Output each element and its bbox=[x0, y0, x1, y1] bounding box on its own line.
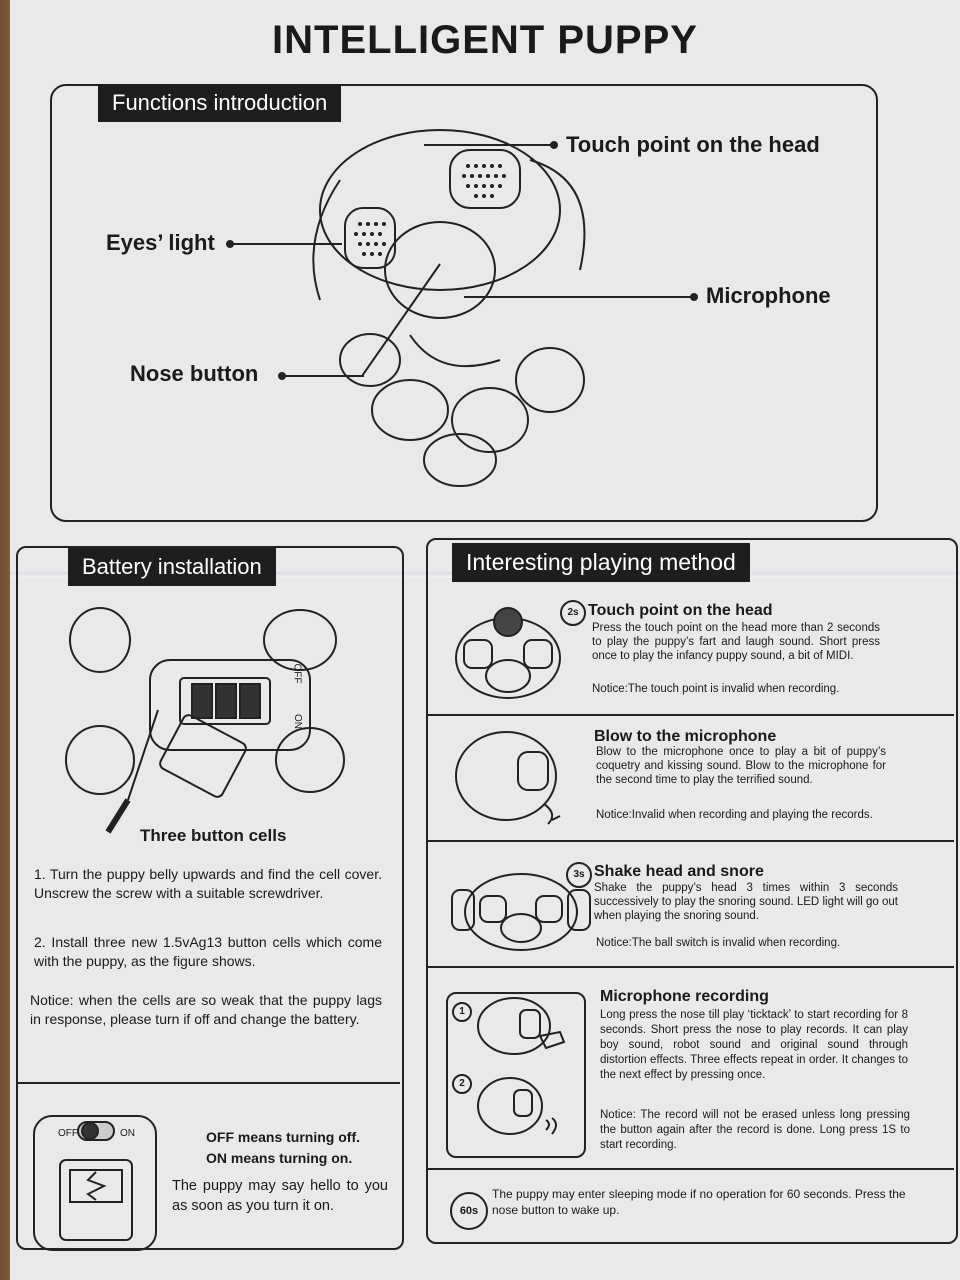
playing-divider-4 bbox=[428, 1168, 954, 1170]
touch-2s-timer-icon: 2s bbox=[560, 600, 586, 626]
recording-body: Long press the nose till play ‘ticktack’ to start recording for 8 seconds. Short press the nose to play records. It can play boy sound, robot sound and original sound through distortion effects. Three effects repeat in order. It changes to the next effect by pressing once. bbox=[600, 1009, 908, 1081]
recording-step-1-badge: 1 bbox=[452, 1002, 472, 1022]
battery-step-1: 1. Turn the puppy belly upwards and find the cell cover. Unscrew the screw with a suitable screwdriver. bbox=[34, 866, 382, 901]
shake-body: Shake the puppy’s head 3 times within 3 seconds successively to play the snoring sound. LED light will go out when playing the snoring sound. bbox=[594, 882, 898, 922]
battery-compartment-illustration bbox=[60, 600, 370, 840]
power-switch-off-mark: OFF bbox=[58, 1128, 78, 1139]
on-means-text: ON means turning on. bbox=[206, 1150, 353, 1166]
nose-button-leader-line bbox=[284, 375, 364, 377]
recording-title: Microphone recording bbox=[600, 988, 769, 1005]
touch-head-notice: Notice:The touch point is invalid when recording. bbox=[592, 683, 840, 695]
switch-on-mark: ON bbox=[292, 714, 303, 729]
battery-notice: Notice: when the cells are so weak that the puppy lags in response, please turn if off and change the battery. bbox=[30, 992, 382, 1027]
power-switch-on-mark: ON bbox=[120, 1128, 135, 1139]
nose-button-leader-diagonal bbox=[362, 262, 442, 378]
microphone-label: Microphone bbox=[706, 283, 831, 308]
touch-head-label: Touch point on the head bbox=[566, 132, 820, 157]
shake-title: Shake head and snore bbox=[594, 863, 764, 880]
touch-head-title: Touch point on the head bbox=[588, 602, 773, 619]
blow-body: Blow to the microphone once to play a bit of puppy’s coquetry and kissing sound. Blow to the microphone for the second time to play the terrified sound. bbox=[596, 746, 886, 786]
touch-head-leader-dot bbox=[550, 141, 558, 149]
recording-step-2-badge: 2 bbox=[452, 1074, 472, 1094]
blow-microphone-figure bbox=[448, 724, 568, 834]
battery-heading: Battery installation bbox=[68, 548, 276, 586]
power-switch-illustration bbox=[30, 1112, 160, 1252]
playing-heading: Interesting playing method bbox=[452, 543, 750, 582]
blow-title: Blow to the microphone bbox=[594, 728, 777, 745]
playing-divider-1 bbox=[428, 714, 954, 716]
eyes-light-leader-line bbox=[232, 243, 342, 245]
sleep-text: The puppy may enter sleeping mode if no operation for 60 seconds. Press the nose button to wake up. bbox=[492, 1187, 906, 1217]
touch-head-leader-line bbox=[424, 144, 554, 146]
playing-divider-3 bbox=[428, 966, 954, 968]
shake-notice: Notice:The ball switch is invalid when recording. bbox=[596, 937, 841, 949]
functions-heading: Functions introduction bbox=[98, 84, 341, 122]
microphone-leader-dot bbox=[690, 293, 698, 301]
off-means-text: OFF means turning off. bbox=[206, 1129, 360, 1145]
battery-step-2: 2. Install three new 1.5vAg13 button cells which come with the puppy, as the figure shows. bbox=[34, 934, 382, 969]
touch-head-body: Press the touch point on the head more than 2 seconds to play the puppy’s fart and laugh sound. Short press once to play the infancy puppy sound, a bit of MIDI. bbox=[592, 622, 880, 662]
playing-divider-2 bbox=[428, 840, 954, 842]
blow-notice: Notice:Invalid when recording and playing the records. bbox=[596, 809, 873, 821]
page-title: INTELLIGENT PUPPY bbox=[272, 18, 698, 62]
switch-off-mark: OFF bbox=[291, 663, 303, 684]
shake-3s-timer-icon: 3s bbox=[566, 862, 592, 888]
nose-button-label: Nose button bbox=[130, 361, 259, 386]
three-button-cells-label: Three button cells bbox=[140, 826, 287, 845]
puppy-illustration bbox=[300, 120, 640, 500]
microphone-leader-line bbox=[464, 296, 692, 298]
touch-head-figure bbox=[448, 598, 568, 708]
eyes-light-label: Eyes’ light bbox=[106, 230, 215, 255]
hello-text: The puppy may say hello to you as soon as you turn it on. bbox=[172, 1178, 388, 1214]
sleep-60s-timer-icon: 60s bbox=[450, 1192, 488, 1230]
instruction-sheet bbox=[10, 0, 960, 1280]
battery-divider bbox=[18, 1082, 400, 1084]
recording-notice: Notice: The record will not be erased unless long pressing the button again after the record is done. Long press 1S to start recording. bbox=[600, 1109, 910, 1151]
recording-figure bbox=[470, 996, 578, 1146]
